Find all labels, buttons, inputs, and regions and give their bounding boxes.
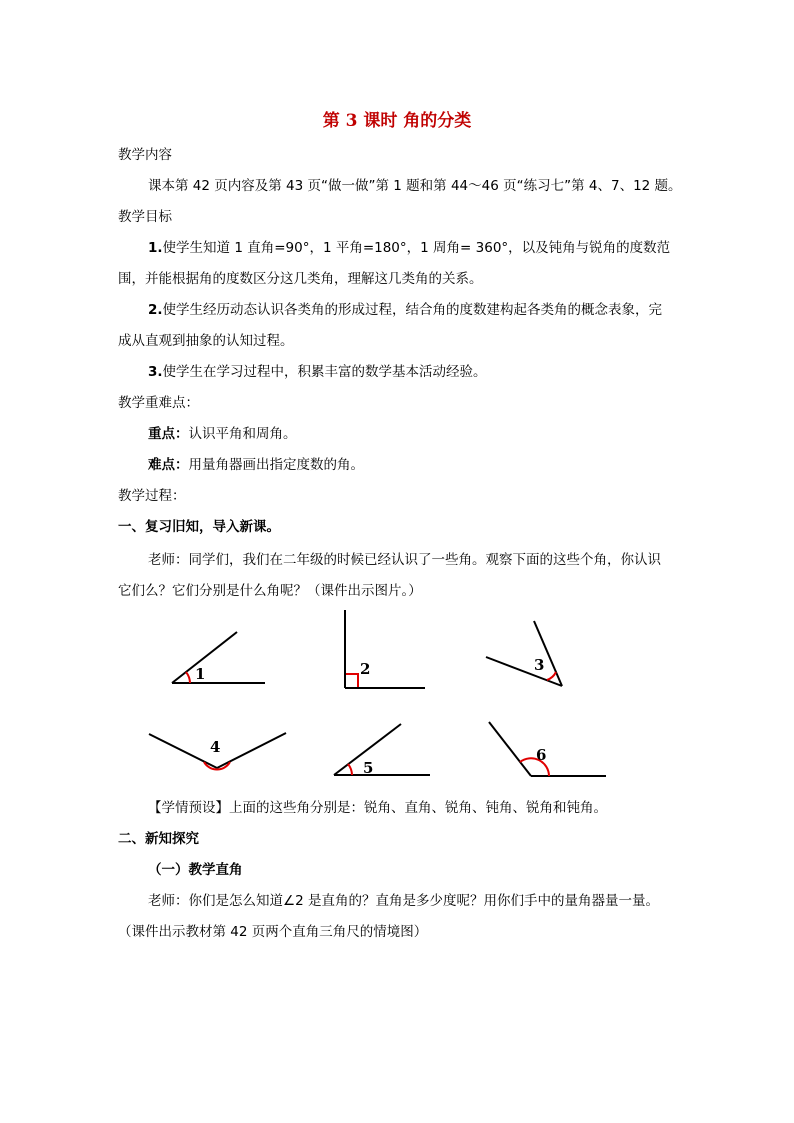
goal-1-number: 1. [148, 240, 163, 256]
angle-4-right-ray [217, 733, 286, 768]
goal-2-text: 使学生经历动态认识各类角的形成过程，结合角的度数建构起各类角的概念表象，完 [162, 302, 663, 318]
key-point-text: 认识平角和周角。 [188, 426, 297, 442]
angle-5-figure [334, 724, 430, 777]
angle-3-figure [486, 621, 562, 686]
angle-1-figure [172, 632, 265, 683]
angle-6-figure [489, 722, 606, 776]
angle-4-figure [149, 733, 286, 770]
angle-2-right-angle-mark [346, 674, 358, 687]
goal-1-line-2: 围，并能根据角的度数区分这几类角，理解这几类角的关系。 [118, 271, 483, 287]
difficult-point-text: 用量角器画出指定度数的角。 [188, 457, 364, 473]
sub-section-1-heading: （一）教学直角 [148, 862, 243, 878]
goal-3-text: 使学生在学习过程中，积累丰富的数学基本活动经验。 [162, 364, 487, 380]
angle-5-arc [348, 764, 352, 775]
process-heading: 教学过程： [118, 488, 186, 504]
angle-5-label: 5 [363, 759, 374, 777]
part-2-heading: 二、新知探究 [118, 831, 199, 847]
angle-3-label: 3 [534, 656, 545, 674]
teacher-prompt-2-line-1: 老师：你们是怎么知道∠2 是直角的？直角是多少度呢？用你们手中的量角器量一量。 [148, 893, 659, 909]
teacher-prompt-1-line-1: 老师：同学们，我们在二年级的时候已经认识了一些角。观察下面的这些个角，你认识 [148, 552, 661, 568]
goal-3-number: 3. [148, 364, 163, 380]
goal-2-line-2: 成从直观到抽象的认知过程。 [118, 333, 294, 349]
angle-2-label: 2 [360, 660, 371, 678]
angle-3-arc [547, 672, 556, 680]
teacher-prompt-1-line-2: 它们么？它们分别是什么角呢？（课件出示图片。） [118, 583, 422, 599]
content-heading: 教学内容 [118, 147, 172, 163]
content-text: 课本第 42 页内容及第 43 页“做一做”第 1 题和第 44～46 页“练习七”第 4、7、12 题。 [148, 178, 682, 194]
learning-preset: 【学情预设】上面的这些角分别是：锐角、直角、锐角、钝角、锐角和钝角。 [148, 800, 607, 816]
goal-2-number: 2. [148, 302, 163, 318]
goals-heading: 教学目标 [118, 209, 172, 225]
angle-6-label: 6 [536, 746, 547, 764]
page-title: 第 3 课时 角的分类 [322, 111, 472, 131]
part-1-heading: 一、复习旧知，导入新课。 [118, 519, 280, 535]
angle-1-arc [186, 672, 190, 683]
teacher-prompt-2-line-2: （课件出示教材第 42 页两个直角三角尺的情境图） [118, 924, 428, 940]
angle-4-label: 4 [210, 738, 221, 756]
difficult-point-label: 难点： [148, 457, 189, 473]
key-points-heading: 教学重难点： [118, 395, 199, 411]
goal-1-text: 使学生知道 1 直角=90°，1 平角=180°，1 周角= 360°，以及钝角与锐角的度数范 [162, 240, 671, 256]
angle-1-label: 1 [195, 665, 206, 683]
angle-2-figure [345, 610, 425, 688]
angle-4-left-ray [149, 734, 217, 768]
key-point-label: 重点： [148, 426, 189, 442]
angle-6-side-ray [489, 722, 531, 776]
